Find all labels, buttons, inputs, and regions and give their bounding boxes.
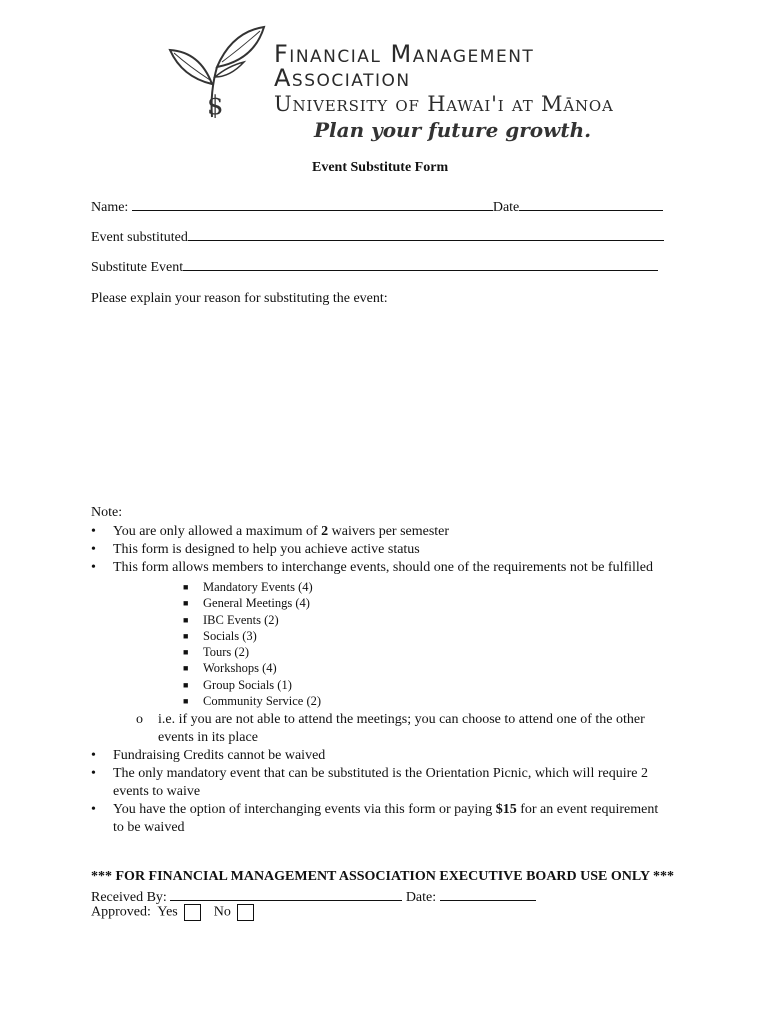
board-use-heading: *** FOR FINANCIAL MANAGEMENT ASSOCIATION EXECUTIVE BOARD USE ONLY ***	[91, 869, 675, 884]
no-checkbox[interactable]	[237, 904, 254, 921]
list-item: • You are only allowed a maximum of 2 waivers per semester	[91, 524, 450, 539]
received-by-field[interactable]	[170, 886, 402, 901]
yes-checkbox[interactable]	[184, 904, 201, 921]
leaf-dollar-logo-icon	[162, 22, 272, 122]
requirement-item: ■ Workshops (4)	[183, 661, 277, 676]
note-heading: Note:	[91, 505, 123, 520]
requirement-item: ■ Tours (2)	[183, 645, 249, 660]
square-bullet-icon: ■	[183, 663, 189, 674]
bullet-icon: •	[91, 766, 96, 782]
board-date-label: Date:	[405, 890, 437, 905]
name-row	[91, 196, 663, 216]
no-label: No	[213, 904, 231, 920]
square-bullet-icon: ■	[183, 679, 189, 690]
svg-text:$: $	[207, 91, 224, 121]
approved-label: Approved:	[91, 904, 151, 920]
square-bullet-icon: ■	[183, 582, 189, 592]
requirements-list	[91, 579, 671, 709]
requirement-item: ■ General Meetings (4)	[183, 596, 310, 611]
circle-bullet-icon: o	[136, 712, 143, 728]
requirement-item: ■ Group Socials (1)	[183, 677, 292, 692]
square-bullet-icon: ■	[183, 598, 189, 609]
bullet-icon: •	[91, 802, 96, 818]
yes-label: Yes	[157, 904, 178, 920]
bullet-icon: •	[91, 524, 96, 539]
org-name-line2: Association	[274, 64, 411, 92]
name-field[interactable]	[132, 196, 493, 211]
form-title: Event Substitute Form	[312, 160, 449, 175]
reason-prompt: Please explain your reason for substituting the event:	[91, 291, 388, 306]
org-name-line1: Financial Management	[274, 40, 535, 68]
university-name: University of Hawai'i at Mānoa	[274, 92, 614, 116]
requirement-item: ■ Mandatory Events (4)	[183, 580, 313, 594]
notes-list	[91, 523, 671, 837]
substitute-event-row	[91, 256, 658, 276]
list-item: • You have the option of interchanging events via this form or paying $15 for an event requirement to be waived	[91, 802, 659, 836]
substitute-event-label: Substitute Event	[91, 260, 184, 275]
list-item: • Fundraising Credits cannot be waived	[91, 748, 326, 764]
square-bullet-icon: ■	[183, 614, 189, 625]
date-label: Date	[492, 200, 520, 215]
square-bullet-icon: ■	[183, 696, 189, 707]
received-by-label: Received By:	[91, 890, 167, 905]
requirement-item: ■ IBC Events (2)	[183, 612, 279, 627]
bullet-icon: •	[91, 748, 96, 764]
event-substituted-row	[91, 226, 664, 246]
event-substituted-field[interactable]	[188, 226, 664, 241]
bullet-icon: •	[91, 542, 96, 557]
tagline: Plan your future growth.	[314, 118, 592, 142]
event-substituted-label: Event substituted	[91, 230, 188, 245]
date-field[interactable]	[519, 196, 663, 211]
list-item: • The only mandatory event that can be substituted is the Orientation Picnic, which will require 2 events to waive	[91, 766, 648, 800]
sub-list-item: o i.e. if you are not able to attend the meetings; you can choose to attend one of the other events in its place	[136, 712, 645, 746]
square-bullet-icon: ■	[183, 630, 189, 641]
received-row	[91, 886, 536, 906]
fma-logo	[162, 22, 612, 152]
list-item: • This form is designed to help you achieve active status	[91, 542, 420, 557]
requirement-item: ■ Socials (3)	[183, 628, 257, 643]
approved-row	[91, 904, 260, 921]
substitute-event-field[interactable]	[183, 256, 658, 271]
list-item: • This form allows members to interchange events, should one of the requirements not be fulfilled	[91, 560, 654, 575]
bullet-icon: •	[91, 560, 96, 575]
requirement-item: ■ Community Service (2)	[183, 694, 322, 709]
square-bullet-icon: ■	[183, 647, 189, 658]
board-date-field[interactable]	[440, 886, 536, 901]
name-label: Name:	[91, 200, 129, 215]
